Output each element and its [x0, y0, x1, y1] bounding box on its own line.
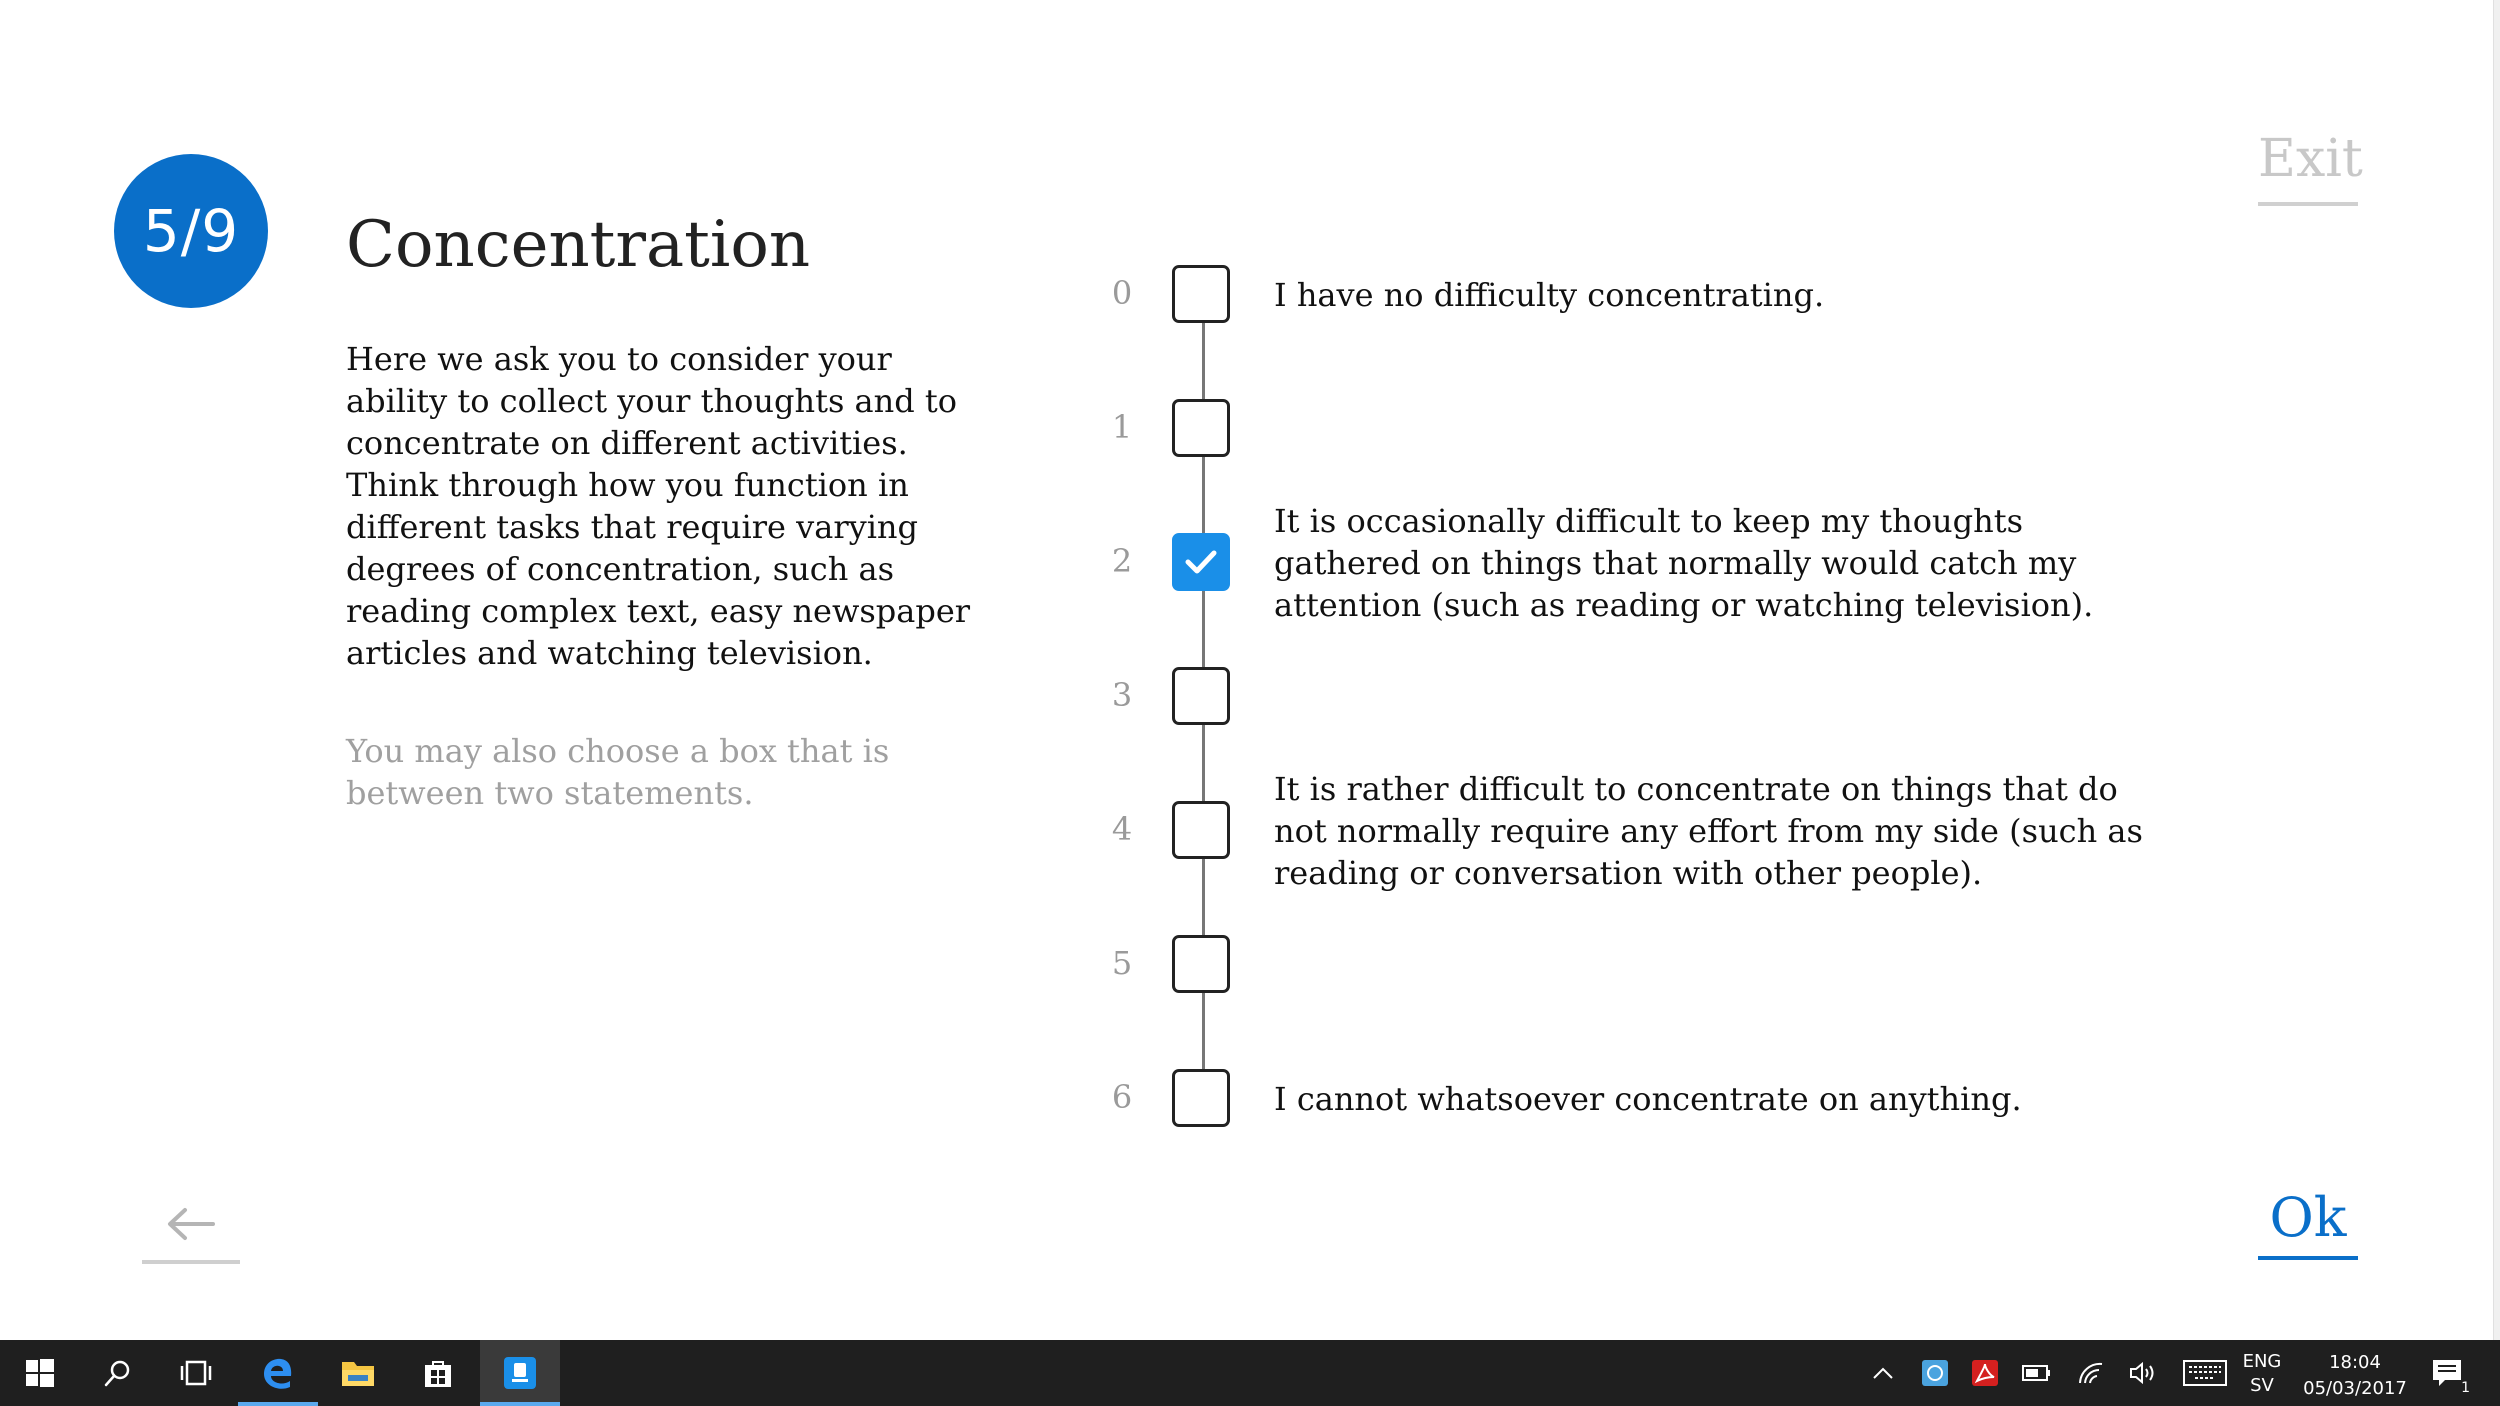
- app-icon: [503, 1356, 537, 1390]
- speaker-icon: [2128, 1360, 2158, 1386]
- start-button[interactable]: [0, 1340, 80, 1406]
- taskbar-app-questionnaire[interactable]: [480, 1340, 560, 1406]
- option-number-5: 5: [1111, 944, 1133, 982]
- option-checkbox-0[interactable]: [1172, 265, 1230, 323]
- taskbar-app-edge[interactable]: [238, 1340, 318, 1406]
- task-view-icon: [180, 1359, 212, 1387]
- touch-keyboard-button[interactable]: [2182, 1358, 2228, 1388]
- arrow-left-icon: [165, 1207, 217, 1241]
- windows-taskbar: [0, 1340, 2500, 1406]
- folder-icon: [340, 1358, 376, 1388]
- wifi-icon: [2077, 1361, 2105, 1385]
- exit-button[interactable]: Exit: [2258, 126, 2358, 206]
- tray-acrobat-icon[interactable]: [1970, 1358, 2000, 1388]
- scrollbar[interactable]: [2493, 0, 2500, 1340]
- option-statement-6: I cannot whatsoever concentrate on anything.: [1274, 1080, 2022, 1118]
- notification-count: 1: [2461, 1380, 2470, 1396]
- option-checkbox-2[interactable]: [1172, 533, 1230, 591]
- step-badge: 5/9: [114, 154, 268, 308]
- option-statement-0: I have no difficulty concentrating.: [1274, 276, 1825, 314]
- option-checkbox-6[interactable]: [1172, 1069, 1230, 1127]
- battery-button[interactable]: [2022, 1358, 2052, 1388]
- clock[interactable]: [2290, 1350, 2420, 1402]
- language-top: ENG: [2242, 1351, 2282, 1372]
- clock-time: 18:04: [2329, 1352, 2381, 1373]
- show-hidden-icons-button[interactable]: [1868, 1358, 1898, 1388]
- taskbar-app-store[interactable]: [398, 1340, 478, 1406]
- option-number-4: 4: [1111, 810, 1133, 848]
- battery-icon: [2022, 1364, 2052, 1382]
- task-view-button[interactable]: [156, 1340, 236, 1406]
- search-icon: [103, 1358, 133, 1388]
- option-number-0: 0: [1111, 274, 1133, 312]
- wifi-button[interactable]: [2076, 1358, 2106, 1388]
- chevron-up-icon: [1872, 1366, 1894, 1380]
- page-title: Concentration: [346, 208, 811, 282]
- ok-button[interactable]: Ok: [2258, 1184, 2358, 1260]
- option-number-3: 3: [1111, 676, 1133, 714]
- windows-logo-icon: [25, 1358, 55, 1388]
- taskbar-app-file-explorer[interactable]: [318, 1340, 398, 1406]
- clock-date: 05/03/2017: [2303, 1378, 2407, 1399]
- hint-text: You may also choose a box that is between two statements.: [346, 732, 890, 812]
- option-number-1: 1: [1111, 408, 1133, 446]
- back-button[interactable]: [142, 1188, 240, 1264]
- checkmark-icon: [1185, 549, 1217, 575]
- option-checkbox-4[interactable]: [1172, 801, 1230, 859]
- volume-button[interactable]: [2128, 1358, 2158, 1388]
- acrobat-icon: [1971, 1359, 1999, 1387]
- option-checkbox-5[interactable]: [1172, 935, 1230, 993]
- option-number-6: 6: [1111, 1078, 1133, 1116]
- language-bottom: SV: [2250, 1375, 2274, 1396]
- keyboard-icon: [2183, 1360, 2227, 1386]
- option-checkbox-1[interactable]: [1172, 399, 1230, 457]
- input-language-indicator[interactable]: [2242, 1350, 2282, 1398]
- action-center-button[interactable]: [2428, 1358, 2470, 1396]
- search-button[interactable]: [78, 1340, 158, 1406]
- option-statement-2: It is occasionally difficult to keep my thoughts gathered on things that normally would catch my attention (such as reading or watching television).: [1274, 502, 2094, 624]
- network-app-icon: [1921, 1359, 1949, 1387]
- description-text: Here we ask you to consider your ability to collect your thoughts and to concentrate on different activities. Think through how you function in different tasks that require varying degrees of concentration, such as reading complex text, easy newspaper articles and watching television.: [346, 340, 971, 672]
- store-bag-icon: [422, 1357, 454, 1389]
- tray-app-icon[interactable]: [1920, 1358, 1950, 1388]
- option-statement-4: It is rather difficult to concentrate on things that do not normally require any effort from my side (such as reading or conversation with other people).: [1274, 770, 2143, 892]
- option-number-2: 2: [1111, 542, 1133, 580]
- edge-browser-icon: [261, 1356, 295, 1390]
- option-checkbox-3[interactable]: [1172, 667, 1230, 725]
